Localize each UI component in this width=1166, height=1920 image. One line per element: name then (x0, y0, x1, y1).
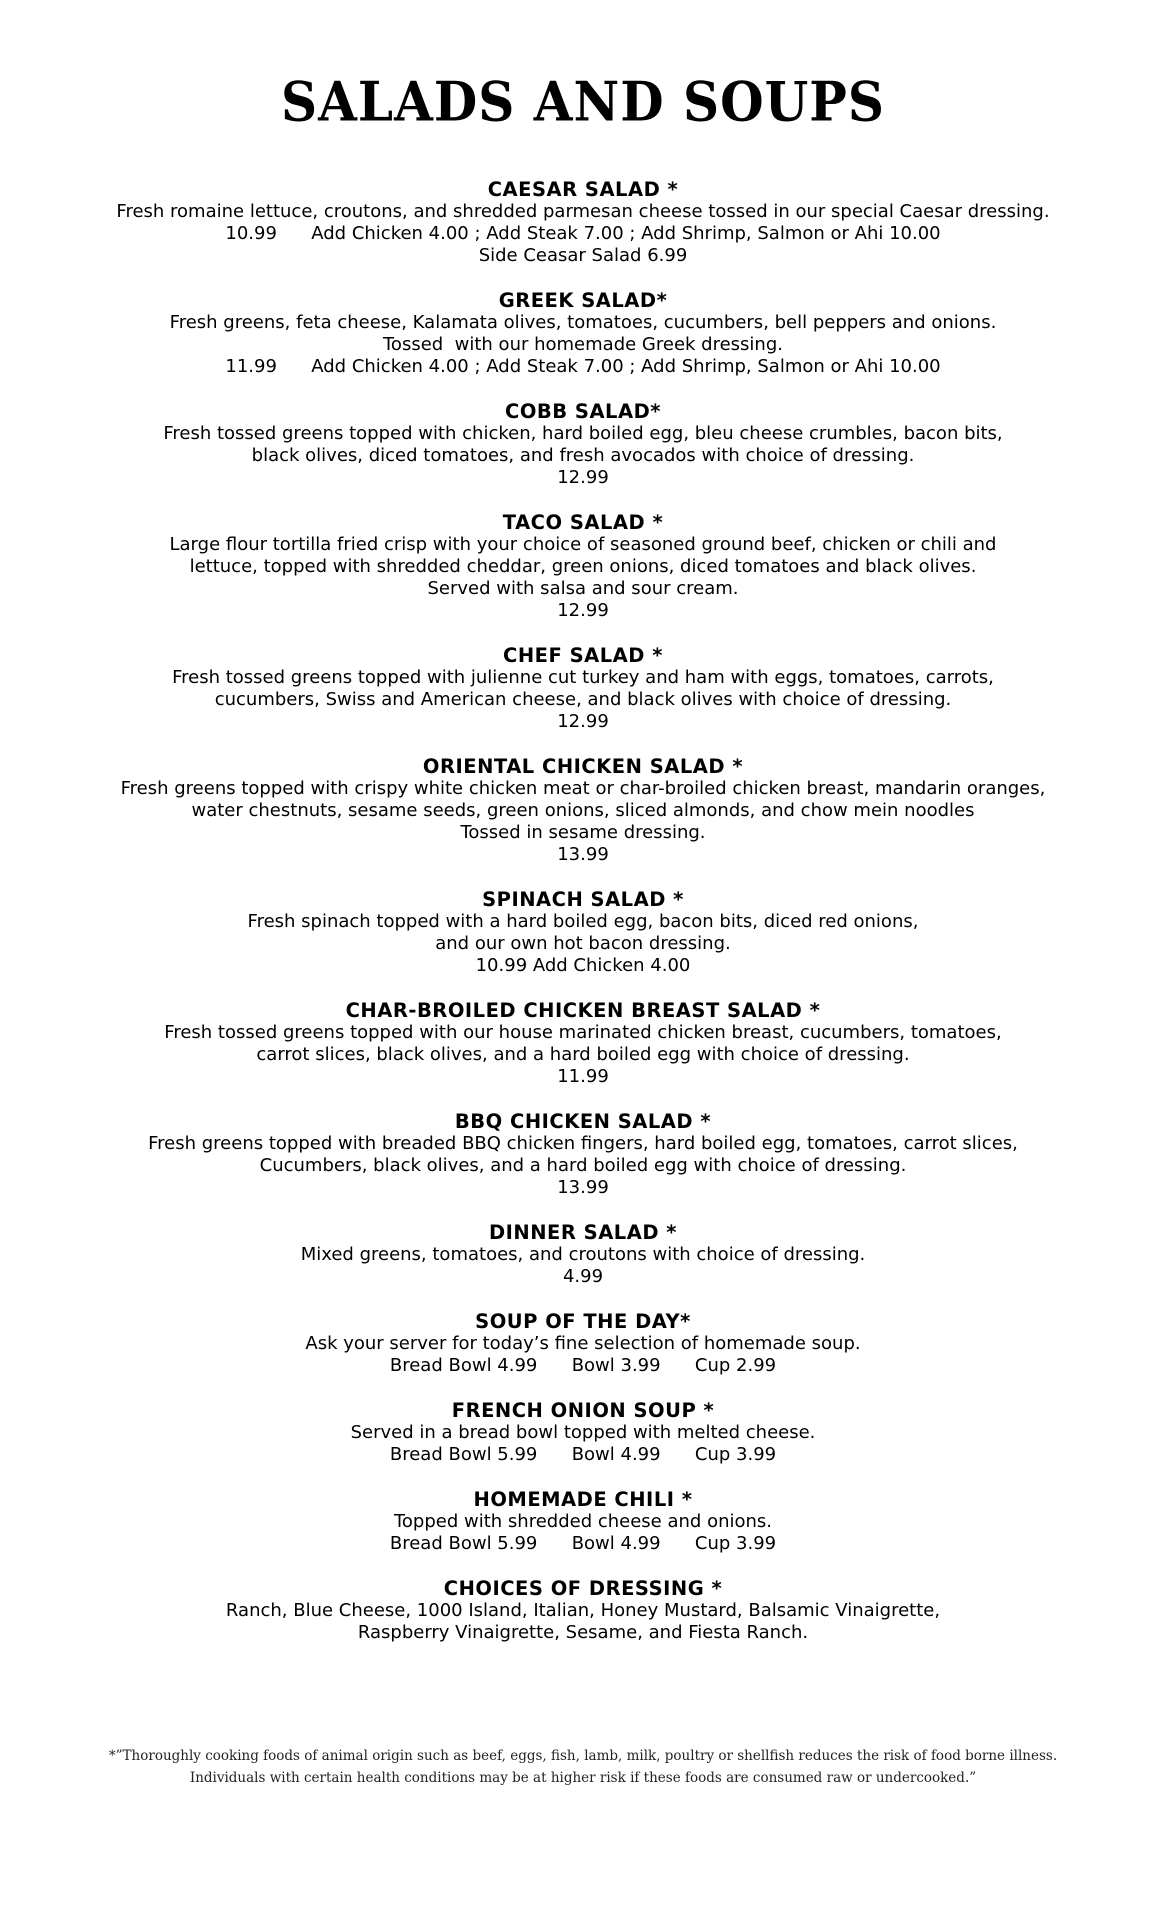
menu-item-description-line: 4.99 (562, 1266, 604, 1287)
menu-item-description-line: carrot slices, black olives, and a hard boiled egg with choice of dressing. (256, 1044, 910, 1065)
menu-item-name: CAESAR SALAD * (487, 178, 679, 201)
menu-item (0, 1399, 1166, 1466)
menu-item-description-line: lettuce, topped with shredded cheddar, green onions, diced tomatoes and black olives. (189, 556, 977, 577)
menu-item-description-line: Fresh tossed greens topped with our house marinated chicken breast, cucumbers, tomatoes, (164, 1022, 1002, 1043)
menu-item-description-line: 13.99 (557, 1177, 609, 1198)
page-title: SALADS AND SOUPS (281, 69, 885, 134)
menu-list (0, 178, 1166, 1666)
menu-item (0, 1110, 1166, 1199)
menu-item-description-line: 12.99 (557, 600, 609, 621)
menu-item-description-line: 11.99 (557, 1066, 609, 1087)
menu-item-description-line: 12.99 (557, 467, 609, 488)
menu-item (0, 755, 1166, 866)
menu-item-description-line: 12.99 (557, 711, 609, 732)
menu-item (0, 999, 1166, 1088)
menu-item-name: ORIENTAL CHICKEN SALAD * (422, 755, 744, 778)
food-safety-disclaimer (0, 1745, 1166, 1789)
menu-item-description-line: Fresh greens topped with breaded BBQ chicken fingers, hard boiled egg, tomatoes, carrot slices, (148, 1133, 1018, 1154)
menu-item (0, 644, 1166, 733)
menu-item (0, 178, 1166, 267)
menu-item (0, 1488, 1166, 1555)
menu-item-description-line: 11.99 Add Chicken 4.00 ; Add Steak 7.00 ; Add Shrimp, Salmon or Ahi 10.00 (225, 356, 941, 377)
menu-item-description-line: black olives, diced tomatoes, and fresh avocados with choice of dressing. (251, 445, 915, 466)
menu-item-name: DINNER SALAD * (488, 1221, 678, 1244)
menu-item-description-line: cucumbers, Swiss and American cheese, and black olives with choice of dressing. (214, 689, 952, 710)
menu-item (0, 400, 1166, 489)
menu-item-description-line: Ranch, Blue Cheese, 1000 Island, Italian, Honey Mustard, Balsamic Vinaigrette, (225, 1600, 941, 1621)
menu-item-name: GREEK SALAD* (498, 289, 668, 312)
menu-item-description-line: Bread Bowl 5.99 Bowl 4.99 Cup 3.99 (389, 1533, 777, 1554)
menu-item-name: HOMEMADE CHILI * (473, 1488, 693, 1511)
menu-item (0, 1577, 1166, 1644)
menu-item-name: CHOICES OF DRESSING * (443, 1577, 723, 1600)
menu-item (0, 888, 1166, 977)
menu-item-description-line: 10.99 Add Chicken 4.00 (475, 955, 691, 976)
menu-item-description-line: and our own hot bacon dressing. (435, 933, 731, 954)
menu-item-description-line: Fresh spinach topped with a hard boiled egg, bacon bits, diced red onions, (247, 911, 919, 932)
menu-item-description-line: 10.99 Add Chicken 4.00 ; Add Steak 7.00 ; Add Shrimp, Salmon or Ahi 10.00 (225, 223, 941, 244)
menu-item (0, 511, 1166, 622)
menu-item-description-line: water chestnuts, sesame seeds, green onions, sliced almonds, and chow mein noodles (191, 800, 975, 821)
menu-item-name: SPINACH SALAD * (482, 888, 684, 911)
menu-item-description-line: Served in a bread bowl topped with melted cheese. (350, 1422, 816, 1443)
menu-item-description-line: Raspberry Vinaigrette, Sesame, and Fiesta Ranch. (357, 1622, 809, 1643)
menu-item-description-line: Fresh tossed greens topped with chicken, hard boiled egg, bleu cheese crumbles, bacon bits, (163, 423, 1003, 444)
menu-item-description-line: Fresh greens topped with crispy white chicken meat or char-broiled chicken breast, mandarin oranges, (120, 778, 1046, 799)
menu-item-description-line: Fresh greens, feta cheese, Kalamata olives, tomatoes, cucumbers, bell peppers and onions. (169, 312, 997, 333)
menu-item-description-line: Large flour tortilla fried crisp with your choice of seasoned ground beef, chicken or chili and (169, 534, 997, 555)
menu-item (0, 1221, 1166, 1288)
menu-item-description-line: Fresh romaine lettuce, croutons, and shredded parmesan cheese tossed in our special Caesar dressing. (116, 201, 1050, 222)
menu-item-description-line: Tossed with our homemade Greek dressing. (383, 334, 783, 355)
disclaimer-line: Individuals with certain health conditions may be at higher risk if these foods are consumed raw or undercooked.” (189, 1770, 977, 1786)
menu-item-description-line: Bread Bowl 4.99 Bowl 3.99 Cup 2.99 (389, 1355, 777, 1376)
menu-item-description-line: Cucumbers, black olives, and a hard boiled egg with choice of dressing. (259, 1155, 907, 1176)
disclaimer-line: *”Thoroughly cooking foods of animal origin such as beef, eggs, fish, lamb, milk, poultry or shellfish reduces the risk of food borne illness. (108, 1748, 1058, 1764)
menu-item-name: FRENCH ONION SOUP * (451, 1399, 715, 1422)
menu-item-description-line: Fresh tossed greens topped with julienne cut turkey and ham with eggs, tomatoes, carrots, (172, 667, 994, 688)
menu-item-description-line: 13.99 (557, 844, 609, 865)
menu-item-name: CHEF SALAD * (503, 644, 663, 667)
menu-item-name: BBQ CHICKEN SALAD * (454, 1110, 712, 1133)
menu-item-description-line: Bread Bowl 5.99 Bowl 4.99 Cup 3.99 (389, 1444, 777, 1465)
menu-item-description-line: Side Ceasar Salad 6.99 (478, 245, 688, 266)
menu-item-description-line: Served with salsa and sour cream. (427, 578, 739, 599)
menu-item (0, 289, 1166, 378)
menu-item-name: TACO SALAD * (502, 511, 664, 534)
menu-item (0, 1310, 1166, 1377)
menu-item-description-line: Topped with shredded cheese and onions. (393, 1511, 773, 1532)
menu-item-description-line: Tossed in sesame dressing. (460, 822, 706, 843)
menu-item-name: CHAR-BROILED CHICKEN BREAST SALAD * (345, 999, 821, 1022)
menu-item-name: SOUP OF THE DAY* (475, 1310, 691, 1333)
menu-item-name: COBB SALAD* (505, 400, 661, 423)
menu-item-description-line: Ask your server for today’s fine selection of homemade soup. (305, 1333, 861, 1354)
menu-item-description-line: Mixed greens, tomatoes, and croutons with choice of dressing. (300, 1244, 866, 1265)
